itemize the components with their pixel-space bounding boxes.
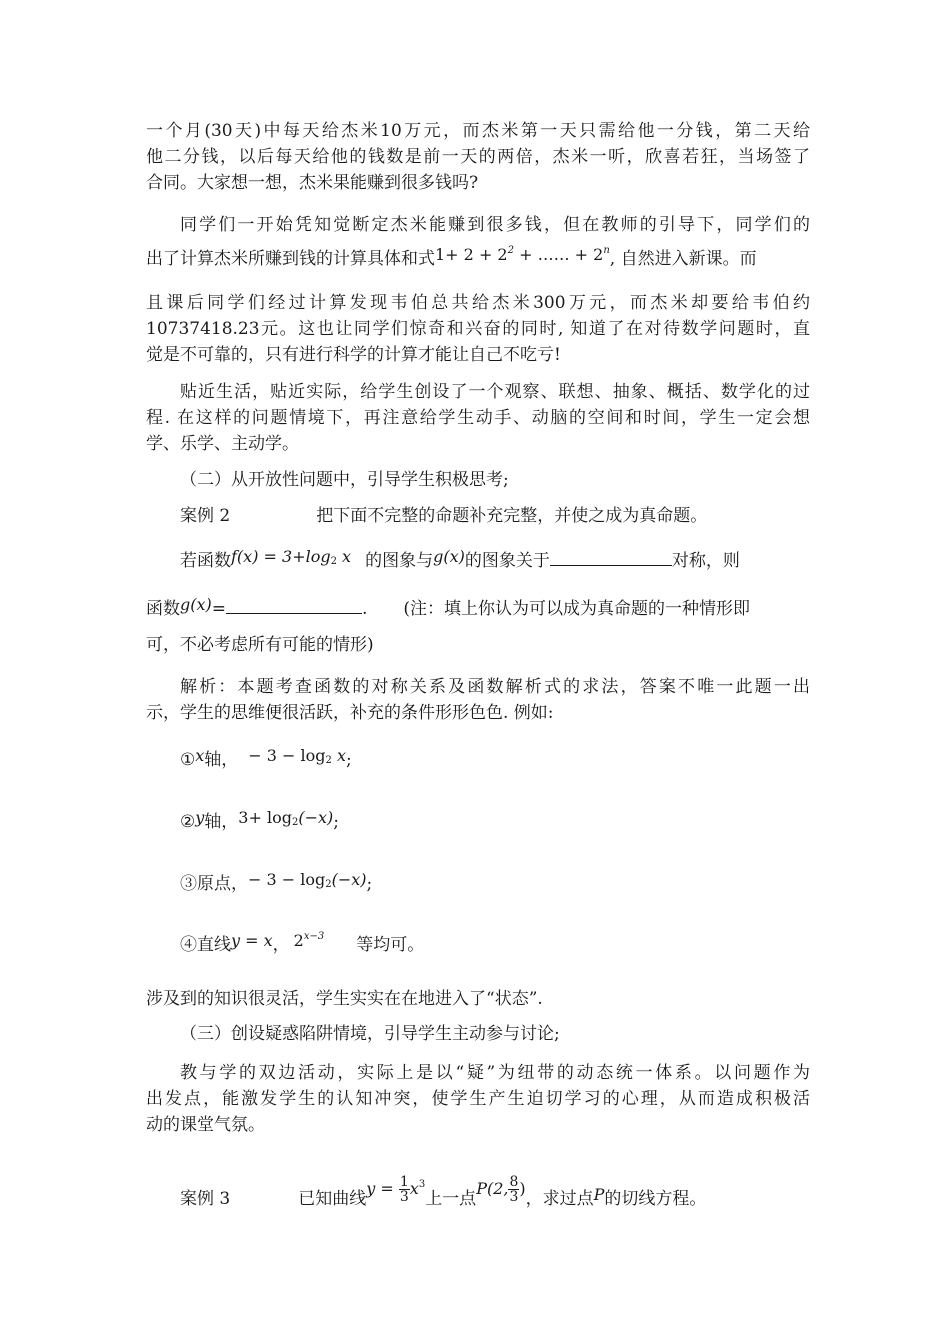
case2-line1: 若函数$f(x) = 3+\log_2$ x 的图象与g(x)的图象关于 对称，则 — [180, 547, 740, 571]
summary-line: 涉及到的知识很灵活，学生实实在在地进入了“状态”. — [146, 989, 543, 1009]
g-function: g(x) — [433, 547, 465, 566]
sum-formula: $1+ 2 + 2^2$ + …… + $2^n$ — [435, 245, 610, 264]
section3-heading: （三）创设疑惑陷阱情境，引导学生主动参与讨论; — [180, 1024, 560, 1044]
para3-line2: 程. 在这样的问题情境下，再注意给学生动手、动脑的空间和时间，学生一定会想 — [146, 408, 810, 428]
para4-line2: 出发点，能激发学生的认知冲突，使学生产生迫切学习的心理，从而造成积极活 — [146, 1089, 810, 1109]
para2-line1: 同学们一开始凭知觉断定杰米能赚到很多钱，但在教师的引导下，同学们的 — [180, 215, 810, 235]
example-3: ③原点，− $3 - \log_2(-x)$; — [180, 870, 373, 894]
g-answer-blank[interactable] — [226, 599, 362, 614]
para2-line3: 且课后同学们经过计算发现韦伯总共给杰米300万元，而杰米却要给韦伯约 — [146, 293, 810, 313]
para1-line1: 一个月(30天)中每天给杰米10万元，而杰米第一天只需给他一分钱，第二天给 — [146, 121, 810, 141]
case2-line3: 可，不必考虑所有可能的情形) — [146, 635, 374, 655]
example-1: ①x轴， − $3 - \log_2 x$; — [180, 746, 352, 770]
para1-line2: 他二分钱，以后每天给他的钱数是前一天的两倍，杰米一听，欣喜若狂，当场签了 — [146, 147, 810, 167]
example-4: ④直线y = x， $2^{x-3}$ 等均可。 — [180, 931, 425, 955]
para3-line1: 贴近生活，贴近实际，给学生创设了一个观察、联想、抽象、概括、数学化的过 — [180, 382, 810, 402]
point-p: P(2, $\frac{8}{3}$ ) — [476, 1174, 526, 1205]
section2-heading: （二）从开放性问题中，引导学生积极思考; — [180, 470, 509, 490]
case2-line2: 函数g(x)= . (注：填上你认为可以成为真命题的一种情形即 — [146, 595, 751, 619]
f-definition: $f(x) = 3+\log_2$ x — [231, 547, 352, 567]
para3-line3: 学、乐学、主动学。 — [146, 434, 299, 454]
analysis-line2: 示，学生的思维便很活跃，补充的条件形形色色. 例如: — [146, 703, 554, 723]
symmetry-blank[interactable] — [550, 551, 672, 566]
case3-line: 案例 3 已知曲线y = $\frac{1}{3}$ $x^3$上一点P(2, $\frac{8}{3}$ )，求过点P的切线方程。 — [180, 1167, 810, 1221]
g-function: g(x) — [180, 595, 212, 614]
curve-equation: y = $\frac{1}{3}$ $x^3$ — [366, 1174, 426, 1205]
example-2: ②y轴，$3+ \log_2(-x)$; — [180, 808, 339, 832]
para2-line2: 出了计算杰米所赚到钱的计算具体和式$1+ 2 + 2^2$ + …… + $2^n$, 自然进入新课。而 — [146, 245, 757, 269]
para4-line1: 教与学的双边活动，实际上是以“疑”为纽带的动态统一体系。以问题作为 — [180, 1063, 810, 1083]
analysis-line1: 解析：本题考查函数的对称关系及函数解析式的求法，答案不唯一此题一出 — [180, 677, 810, 697]
case2-title: 案例 2 把下面不完整的命题补充完整，并使之成为真命题。 — [180, 506, 708, 526]
para2-line4: 10737418.23元。这也让同学们惊奇和兴奋的同时, 知道了在对待数学问题时，直 — [146, 319, 810, 339]
para4-line3: 动的课堂气氛。 — [146, 1115, 265, 1135]
para1-line3: 合同。大家想一想，杰米果能赚到很多钱吗? — [146, 173, 479, 193]
para2-line5: 觉是不可靠的，只有进行科学的计算才能让自己不吃亏! — [146, 345, 561, 365]
